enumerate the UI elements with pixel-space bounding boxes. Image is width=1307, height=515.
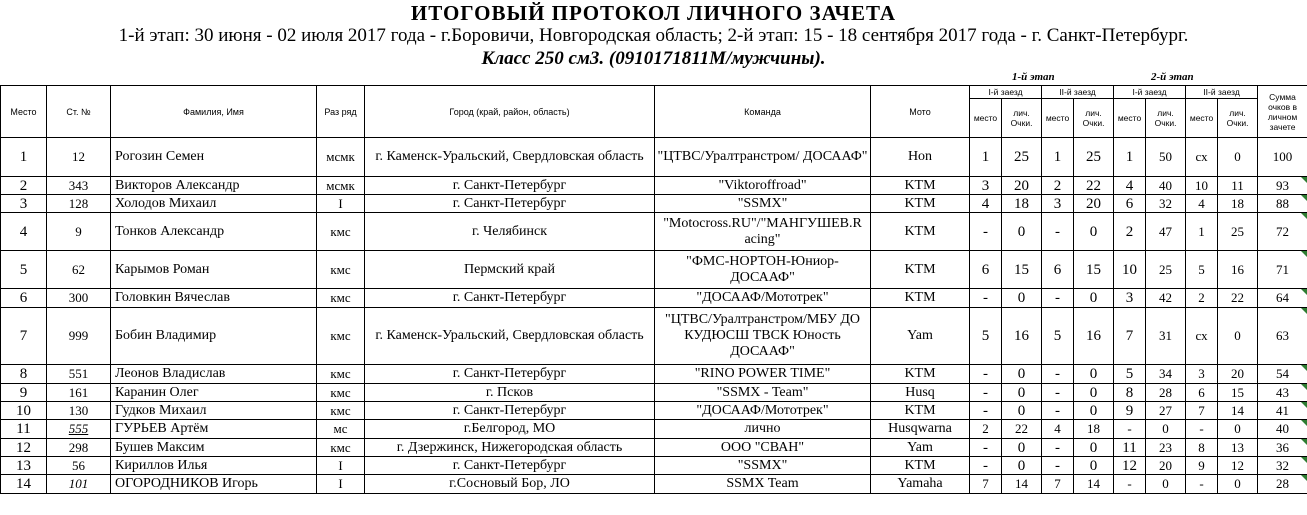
cell-s1h1-points: 16 — [1002, 308, 1042, 365]
cell-name: Каранин Олег — [111, 384, 317, 402]
cell-total: 88 — [1258, 195, 1307, 213]
col-s2-heat1: I-й заезд — [1114, 86, 1186, 99]
cell-moto: KTM — [871, 457, 970, 475]
cell-s1h2-place: - — [1042, 402, 1074, 420]
cell-city: г. Каменск-Уральский, Свердловская область — [365, 308, 655, 365]
cell-total: 54 — [1258, 365, 1307, 384]
table-row — [1, 457, 1307, 475]
cell-number: 128 — [47, 195, 111, 213]
cell-s2h2-place: - — [1186, 420, 1218, 439]
cell-s2h1-place: 9 — [1114, 402, 1146, 420]
cell-number: 343 — [47, 177, 111, 195]
cell-city: Пермский край — [365, 251, 655, 289]
col-city: Город (край, район, область) — [365, 86, 655, 138]
cell-s1h1-points: 18 — [1002, 195, 1042, 213]
cell-s2h1-place: 2 — [1114, 213, 1146, 251]
cell-s2h2-points: 13 — [1218, 439, 1258, 457]
cell-s1h1-place: - — [970, 213, 1002, 251]
cell-total: 40 — [1258, 420, 1307, 439]
cell-s1h1-place: 5 — [970, 308, 1002, 365]
cell-total: 36 — [1258, 439, 1307, 457]
cell-number: 999 — [47, 308, 111, 365]
cell-city: г. Санкт-Петербург — [365, 457, 655, 475]
cell-rank: кмс — [317, 384, 365, 402]
cell-rank: мсмк — [317, 177, 365, 195]
cell-s2h2-points: 0 — [1218, 308, 1258, 365]
cell-s2h2-place: 5 — [1186, 251, 1218, 289]
cell-rank: кмс — [317, 402, 365, 420]
cell-s2h1-points: 47 — [1146, 213, 1186, 251]
cell-s2h2-points: 12 — [1218, 457, 1258, 475]
cell-s1h1-place: - — [970, 439, 1002, 457]
col-place: Место — [1, 86, 47, 138]
cell-s2h1-place: 12 — [1114, 457, 1146, 475]
cell-s1h2-points: 0 — [1074, 457, 1114, 475]
cell-moto: KTM — [871, 365, 970, 384]
cell-s2h1-points: 0 — [1146, 475, 1186, 494]
cell-s2h1-place: - — [1114, 420, 1146, 439]
cell-s2h1-place: 1 — [1114, 138, 1146, 177]
cell-team: "ДОСААФ/Мототрек" — [655, 402, 871, 420]
cell-moto: KTM — [871, 177, 970, 195]
table-row — [1, 439, 1307, 457]
cell-s2h2-place: сх — [1186, 138, 1218, 177]
cell-rank: кмс — [317, 308, 365, 365]
cell-s2h1-points: 27 — [1146, 402, 1186, 420]
cell-s1h1-place: 3 — [970, 177, 1002, 195]
cell-number: 62 — [47, 251, 111, 289]
cell-rank: мсмк — [317, 138, 365, 177]
cell-name: Гудков Михаил — [111, 402, 317, 420]
cell-s1h2-points: 22 — [1074, 177, 1114, 195]
cell-s2h2-place: сх — [1186, 308, 1218, 365]
cell-s1h1-points: 0 — [1002, 439, 1042, 457]
cell-place: 7 — [1, 308, 47, 365]
cell-s1h1-place: 6 — [970, 251, 1002, 289]
cell-s1h1-points: 0 — [1002, 384, 1042, 402]
cell-moto: Yam — [871, 439, 970, 457]
cell-moto: Husq — [871, 384, 970, 402]
cell-total: 32 — [1258, 457, 1307, 475]
cell-number — [47, 475, 111, 494]
cell-s1h1-place: - — [970, 289, 1002, 308]
cell-s2h1-place: 4 — [1114, 177, 1146, 195]
cell-s1h2-points: 14 — [1074, 475, 1114, 494]
cell-name: ГУРЬЕВ Артём — [111, 420, 317, 439]
cell-rank: кмс — [317, 251, 365, 289]
cell-s1h1-place: - — [970, 365, 1002, 384]
cell-s2h2-place: 1 — [1186, 213, 1218, 251]
cell-s1h2-place: 3 — [1042, 195, 1074, 213]
cell-team: лично — [655, 420, 871, 439]
cell-total: 100 — [1258, 138, 1307, 177]
cell-place: 4 — [1, 213, 47, 251]
table-row — [1, 289, 1307, 308]
cell-place: 1 — [1, 138, 47, 177]
cell-s1h1-points: 14 — [1002, 475, 1042, 494]
cell-number: 298 — [47, 439, 111, 457]
cell-number — [47, 420, 111, 439]
cell-s1h2-place: - — [1042, 213, 1074, 251]
col-s2h1-place: место — [1114, 99, 1146, 138]
cell-city: г. Псков — [365, 384, 655, 402]
col-moto: Мото — [871, 86, 970, 138]
cell-number-text: 101 — [69, 476, 89, 491]
cell-total: 41 — [1258, 402, 1307, 420]
cell-rank: I — [317, 475, 365, 494]
cell-s2h2-points: 20 — [1218, 365, 1258, 384]
cell-s1h2-points: 15 — [1074, 251, 1114, 289]
protocol-header — [0, 2, 1307, 71]
cell-place: 8 — [1, 365, 47, 384]
cell-s1h1-place: - — [970, 402, 1002, 420]
cell-team: "ДОСААФ/Мототрек" — [655, 289, 871, 308]
col-rank: Раз ряд — [317, 86, 365, 138]
cell-s1h1-place: 1 — [970, 138, 1002, 177]
class-line: Класс 250 см3. (0910171811M/мужчины). — [0, 47, 1307, 71]
cell-city: г. Дзержинск, Нижегородская область — [365, 439, 655, 457]
table-row — [1, 138, 1307, 177]
cell-s1h2-place: 1 — [1042, 138, 1074, 177]
col-s1h2-place: место — [1042, 99, 1074, 138]
cell-name: Бобин Владимир — [111, 308, 317, 365]
cell-s2h2-place: 6 — [1186, 384, 1218, 402]
cell-s1h1-points: 0 — [1002, 402, 1042, 420]
cell-team: ООО "СВАН" — [655, 439, 871, 457]
cell-s2h2-points: 11 — [1218, 177, 1258, 195]
cell-city: г. Санкт-Петербург — [365, 177, 655, 195]
cell-moto: Yam — [871, 308, 970, 365]
table-row — [1, 384, 1307, 402]
cell-s1h2-points: 20 — [1074, 195, 1114, 213]
cell-place: 14 — [1, 475, 47, 494]
cell-s1h1-place: 2 — [970, 420, 1002, 439]
table-row — [1, 251, 1307, 289]
cell-s1h2-place: - — [1042, 289, 1074, 308]
cell-s1h2-place: - — [1042, 384, 1074, 402]
cell-s2h1-points: 50 — [1146, 138, 1186, 177]
cell-team: "Viktoroffroad" — [655, 177, 871, 195]
col-s1h2-points: лич. Очки. — [1074, 99, 1114, 138]
cell-s2h2-place: 7 — [1186, 402, 1218, 420]
cell-total: 72 — [1258, 213, 1307, 251]
cell-team: "SSMX" — [655, 457, 871, 475]
cell-number: 9 — [47, 213, 111, 251]
page-title: ИТОГОВЫЙ ПРОТОКОЛ ЛИЧНОГО ЗАЧЕТА — [0, 2, 1307, 24]
cell-s2h2-points: 18 — [1218, 195, 1258, 213]
cell-team: "ЦТВС/Уралтранстром/ ДОСААФ" — [655, 138, 871, 177]
cell-moto: Hon — [871, 138, 970, 177]
cell-s2h1-place: 7 — [1114, 308, 1146, 365]
cell-place: 6 — [1, 289, 47, 308]
cell-total: 64 — [1258, 289, 1307, 308]
cell-s2h2-points: 16 — [1218, 251, 1258, 289]
cell-moto: KTM — [871, 402, 970, 420]
cell-name: Карымов Роман — [111, 251, 317, 289]
table-row — [1, 475, 1307, 494]
cell-team: SSMX Team — [655, 475, 871, 494]
cell-s2h1-place: - — [1114, 475, 1146, 494]
cell-s1h1-points: 20 — [1002, 177, 1042, 195]
cell-s1h2-place: - — [1042, 457, 1074, 475]
cell-rank: кмс — [317, 289, 365, 308]
cell-city: г. Санкт-Петербург — [365, 402, 655, 420]
cell-s2h2-points: 14 — [1218, 402, 1258, 420]
cell-city: г.Сосновый Бор, ЛО — [365, 475, 655, 494]
cell-number: 130 — [47, 402, 111, 420]
table-row — [1, 420, 1307, 439]
cell-city: г. Санкт-Петербург — [365, 289, 655, 308]
cell-number: 56 — [47, 457, 111, 475]
cell-city: г. Каменск-Уральский, Свердловская область — [365, 138, 655, 177]
cell-total: 43 — [1258, 384, 1307, 402]
cell-moto: KTM — [871, 195, 970, 213]
cell-s1h1-points: 25 — [1002, 138, 1042, 177]
cell-rank: кмс — [317, 439, 365, 457]
cell-s1h1-points: 0 — [1002, 365, 1042, 384]
col-s1h1-points: лич. Очки. — [1002, 99, 1042, 138]
cell-s1h2-place: 2 — [1042, 177, 1074, 195]
col-s1-heat2: II-й заезд — [1042, 86, 1114, 99]
cell-s1h2-points: 0 — [1074, 365, 1114, 384]
cell-s1h2-points: 25 — [1074, 138, 1114, 177]
cell-moto: KTM — [871, 251, 970, 289]
cell-s2h1-points: 32 — [1146, 195, 1186, 213]
cell-total: 28 — [1258, 475, 1307, 494]
cell-s1h1-points: 0 — [1002, 457, 1042, 475]
cell-s1h2-place: - — [1042, 439, 1074, 457]
cell-s2h2-points: 22 — [1218, 289, 1258, 308]
cell-s1h2-points: 0 — [1074, 289, 1114, 308]
cell-number: 12 — [47, 138, 111, 177]
cell-number: 300 — [47, 289, 111, 308]
cell-s2h1-points: 40 — [1146, 177, 1186, 195]
cell-s2h1-place: 8 — [1114, 384, 1146, 402]
cell-s2h2-points: 15 — [1218, 384, 1258, 402]
cell-s1h1-points: 0 — [1002, 213, 1042, 251]
cell-s2h2-place: 4 — [1186, 195, 1218, 213]
cell-s2h2-points: 0 — [1218, 420, 1258, 439]
col-s2h2-points: лич. Очки. — [1218, 99, 1258, 138]
cell-s2h1-points: 42 — [1146, 289, 1186, 308]
cell-s2h2-place: 2 — [1186, 289, 1218, 308]
cell-s2h1-place: 5 — [1114, 365, 1146, 384]
cell-s1h1-place: 7 — [970, 475, 1002, 494]
cell-city: г.Белгород, МО — [365, 420, 655, 439]
col-total: Сумма очков в личном зачете — [1258, 86, 1307, 138]
cell-total: 93 — [1258, 177, 1307, 195]
cell-place: 5 — [1, 251, 47, 289]
results-table — [0, 85, 1307, 494]
cell-rank: кмс — [317, 213, 365, 251]
cell-team: "ЦТВС/Уралтранстром/МБУ ДО КУДЮСШ ТВСК Юность ДОСААФ" — [655, 308, 871, 365]
cell-s1h2-points: 18 — [1074, 420, 1114, 439]
cell-s2h1-points: 23 — [1146, 439, 1186, 457]
cell-team: "SSMX - Team" — [655, 384, 871, 402]
cell-s2h2-place: 10 — [1186, 177, 1218, 195]
cell-s2h2-place: 8 — [1186, 439, 1218, 457]
table-row — [1, 177, 1307, 195]
cell-moto: KTM — [871, 213, 970, 251]
cell-moto: Yamaha — [871, 475, 970, 494]
cell-number: 551 — [47, 365, 111, 384]
cell-place: 9 — [1, 384, 47, 402]
cell-city: г. Санкт-Петербург — [365, 365, 655, 384]
cell-moto: Husqwarna — [871, 420, 970, 439]
stage1-label: 1-й этап — [1012, 71, 1055, 83]
table-row — [1, 213, 1307, 251]
cell-s2h1-place: 11 — [1114, 439, 1146, 457]
cell-moto: KTM — [871, 289, 970, 308]
cell-number: 161 — [47, 384, 111, 402]
cell-rank: кмс — [317, 365, 365, 384]
cell-name: Головкин Вячеслав — [111, 289, 317, 308]
cell-name: Рогозин Семен — [111, 138, 317, 177]
cell-name: Викторов Александр — [111, 177, 317, 195]
cell-place: 12 — [1, 439, 47, 457]
cell-team: "SSMX" — [655, 195, 871, 213]
cell-s2h1-points: 34 — [1146, 365, 1186, 384]
cell-team: "RINO POWER TIME" — [655, 365, 871, 384]
table-row — [1, 402, 1307, 420]
cell-team: "Motocross.RU"/"МАНГУШЕВ.R acing" — [655, 213, 871, 251]
col-s2-heat2: II-й заезд — [1186, 86, 1258, 99]
cell-name: Тонков Александр — [111, 213, 317, 251]
cell-city: г. Санкт-Петербург — [365, 195, 655, 213]
cell-city: г. Челябинск — [365, 213, 655, 251]
cell-s2h1-points: 31 — [1146, 308, 1186, 365]
cell-place: 11 — [1, 420, 47, 439]
cell-rank: мс — [317, 420, 365, 439]
cell-s1h1-points: 0 — [1002, 289, 1042, 308]
col-s1-heat1: I-й заезд — [970, 86, 1042, 99]
cell-s1h2-place: 4 — [1042, 420, 1074, 439]
cell-rank: I — [317, 195, 365, 213]
cell-s1h2-points: 0 — [1074, 402, 1114, 420]
cell-s2h2-place: 3 — [1186, 365, 1218, 384]
page-subtitle: 1-й этап: 30 июня - 02 июля 2017 года - г.Боровичи, Новгородская область; 2-й этап: 15 - 18 сентября 2017 года - г. Санкт-Петербург. — [0, 24, 1307, 47]
cell-name: Холодов Михаил — [111, 195, 317, 213]
table-row — [1, 308, 1307, 365]
col-s2h2-place: место — [1186, 99, 1218, 138]
cell-s2h1-place: 3 — [1114, 289, 1146, 308]
cell-s2h2-points: 25 — [1218, 213, 1258, 251]
cell-place: 13 — [1, 457, 47, 475]
cell-place: 10 — [1, 402, 47, 420]
cell-s2h1-points: 20 — [1146, 457, 1186, 475]
cell-team: "ФМС-НОРТОН-Юниор-ДОСААФ" — [655, 251, 871, 289]
cell-rank: I — [317, 457, 365, 475]
cell-s2h1-place: 10 — [1114, 251, 1146, 289]
cell-s1h2-points: 0 — [1074, 213, 1114, 251]
cell-s2h2-points: 0 — [1218, 475, 1258, 494]
cell-place: 2 — [1, 177, 47, 195]
cell-total: 63 — [1258, 308, 1307, 365]
cell-s2h2-place: 9 — [1186, 457, 1218, 475]
cell-total: 71 — [1258, 251, 1307, 289]
cell-name: Бушев Максим — [111, 439, 317, 457]
cell-s1h1-place: - — [970, 457, 1002, 475]
cell-name: Леонов Владислав — [111, 365, 317, 384]
cell-s1h2-place: 6 — [1042, 251, 1074, 289]
cell-s2h2-points: 0 — [1218, 138, 1258, 177]
cell-s1h2-place: - — [1042, 365, 1074, 384]
cell-s1h1-points: 22 — [1002, 420, 1042, 439]
col-team: Команда — [655, 86, 871, 138]
cell-s2h1-points: 28 — [1146, 384, 1186, 402]
cell-number-text: 555 — [69, 421, 89, 436]
cell-s2h2-place: - — [1186, 475, 1218, 494]
cell-name: ОГОРОДНИКОВ Игорь — [111, 475, 317, 494]
cell-s2h1-points: 25 — [1146, 251, 1186, 289]
cell-s1h1-place: - — [970, 384, 1002, 402]
cell-s1h2-place: 5 — [1042, 308, 1074, 365]
col-number: Ст. № — [47, 86, 111, 138]
table-row — [1, 195, 1307, 213]
cell-s1h1-points: 15 — [1002, 251, 1042, 289]
col-s2h1-points: лич. Очки. — [1146, 99, 1186, 138]
cell-s1h2-points: 0 — [1074, 439, 1114, 457]
col-s1h1-place: место — [970, 99, 1002, 138]
cell-s1h2-points: 0 — [1074, 384, 1114, 402]
table-row — [1, 365, 1307, 384]
cell-s2h1-place: 6 — [1114, 195, 1146, 213]
cell-s1h2-points: 16 — [1074, 308, 1114, 365]
stage2-label: 2-й этап — [1151, 71, 1194, 83]
cell-s1h2-place: 7 — [1042, 475, 1074, 494]
cell-s1h1-place: 4 — [970, 195, 1002, 213]
cell-place: 3 — [1, 195, 47, 213]
cell-s2h1-points: 0 — [1146, 420, 1186, 439]
cell-name: Кириллов Илья — [111, 457, 317, 475]
stage-labels — [0, 71, 1307, 85]
col-name: Фамилия, Имя — [111, 86, 317, 138]
